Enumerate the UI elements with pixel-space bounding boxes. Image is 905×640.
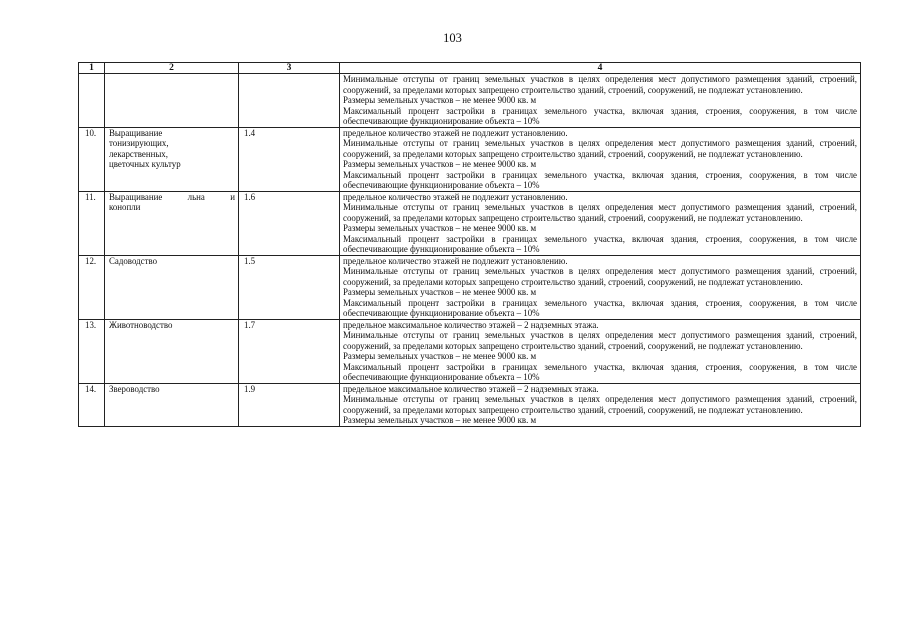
row-number: 13. — [79, 319, 105, 383]
parameter-text: Размеры земельных участков – не менее 9000 кв. м — [343, 287, 537, 297]
parameter-text: Размеры земельных участков – не менее 9000 кв. м — [343, 415, 537, 425]
parameter-text: Размеры земельных участков – не менее 9000 кв. м — [343, 159, 537, 169]
parameter-text: предельное максимальное количество этажей – 2 надземных этажа. — [343, 319, 599, 330]
row-number: 12. — [79, 255, 105, 319]
land-use-code: 1.5 — [239, 255, 340, 319]
zoning-rules-table — [78, 62, 861, 427]
building-parameters — [340, 319, 861, 383]
column-header: 2 — [105, 63, 239, 74]
land-use-name-line: Звероводство — [109, 383, 160, 394]
parameter-text: Размеры земельных участков – не менее 9000 кв. м — [343, 95, 537, 105]
land-use-code: 1.9 — [239, 383, 340, 426]
parameter-text: предельное количество этажей не подлежит установлению. — [343, 255, 568, 266]
parameter-text: Максимальный процент застройки в границах земельного участка, включая здания, строения, сооружения, в том числе обеспечивающие функционирование объекта – 10% — [343, 169, 857, 190]
table-header-row — [79, 63, 861, 74]
table-row — [79, 74, 861, 128]
land-use-name-line: лекарственных, — [109, 148, 168, 159]
land-use-code: 1.6 — [239, 191, 340, 255]
land-use-code — [239, 74, 340, 128]
building-parameters — [340, 74, 861, 128]
parameter-text: Максимальный процент застройки в границах земельного участка, включая здания, строения, сооружения, в том числе обеспечивающие функционирование объекта – 10% — [343, 105, 857, 126]
row-number: 14. — [79, 383, 105, 426]
land-use-name-line: тонизирующих, — [109, 138, 169, 148]
table-row — [79, 255, 861, 319]
land-use-name — [105, 319, 239, 383]
building-parameters — [340, 191, 861, 255]
parameter-text: Минимальные отступы от границ земельных участков в целях определения мест допустимого размещения зданий, строений, сооружений, за пределами которых запрещено строительство зданий, строений, сооружений, не подлежат установлению. — [343, 330, 857, 351]
land-use-name-line: Выращивание льна и — [109, 191, 235, 202]
land-use-name — [105, 255, 239, 319]
land-use-code: 1.7 — [239, 319, 340, 383]
land-use-name-line: Животноводство — [109, 319, 173, 330]
parameter-text: Минимальные отступы от границ земельных участков в целях определения мест допустимого размещения зданий, строений, сооружений, за пределами которых запрещено строительство зданий, строений, сооружений, не подлежат установлению. — [343, 138, 857, 159]
parameter-text: Минимальные отступы от границ земельных участков в целях определения мест допустимого размещения зданий, строений, сооружений, за пределами которых запрещено строительство зданий, строений, сооружений, не подлежат установлению. — [343, 394, 857, 415]
parameter-text: предельное количество этажей не подлежит установлению. — [343, 191, 568, 202]
table-row — [79, 383, 861, 426]
parameter-text: Минимальные отступы от границ земельных участков в целях определения мест допустимого размещения зданий, строений, сооружений, за пределами которых запрещено строительство зданий, строений, сооружений, не подлежат установлению. — [343, 202, 857, 223]
land-use-name-line: Выращивание — [109, 127, 163, 138]
row-number — [79, 74, 105, 128]
parameter-text: Размеры земельных участков – не менее 9000 кв. м — [343, 351, 537, 361]
parameter-text: Размеры земельных участков – не менее 9000 кв. м — [343, 223, 537, 233]
parameter-text: Максимальный процент застройки в границах земельного участка, включая здания, строения, сооружения, в том числе обеспечивающие функционирование объекта – 10% — [343, 297, 857, 318]
page-number: 103 — [443, 31, 462, 45]
land-use-code: 1.4 — [239, 127, 340, 191]
row-number: 11. — [79, 191, 105, 255]
table-row — [79, 319, 861, 383]
land-use-name-line: цветочных культур — [109, 159, 181, 169]
building-parameters — [340, 255, 861, 319]
parameter-text: Минимальные отступы от границ земельных участков в целях определения мест допустимого размещения зданий, строений, сооружений, за пределами которых запрещено строительство зданий, строений, сооружений, не подлежат установлению. — [343, 74, 857, 95]
land-use-name — [105, 74, 239, 128]
building-parameters — [340, 127, 861, 191]
land-use-name-line: Садоводство — [109, 255, 158, 266]
land-use-name — [105, 127, 239, 191]
parameter-text: Максимальный процент застройки в границах земельного участка, включая здания, строения, сооружения, в том числе обеспечивающие функционирование объекта – 10% — [343, 361, 857, 382]
parameter-text: Минимальные отступы от границ земельных участков в целях определения мест допустимого размещения зданий, строений, сооружений, за пределами которых запрещено строительство зданий, строений, сооружений, не подлежат установлению. — [343, 266, 857, 287]
table-body — [79, 74, 861, 427]
column-header: 4 — [340, 63, 861, 74]
land-use-name-line: конопли — [109, 202, 141, 212]
building-parameters — [340, 383, 861, 426]
parameter-text: предельное количество этажей не подлежит установлению. — [343, 127, 568, 138]
land-use-name — [105, 383, 239, 426]
table-row — [79, 191, 861, 255]
row-number: 10. — [79, 127, 105, 191]
table-row — [79, 127, 861, 191]
column-header: 1 — [79, 63, 105, 74]
parameter-text: предельное максимальное количество этажей – 2 надземных этажа. — [343, 383, 599, 394]
column-header: 3 — [239, 63, 340, 74]
land-use-name — [105, 191, 239, 255]
parameter-text: Максимальный процент застройки в границах земельного участка, включая здания, строения, сооружения, в том числе обеспечивающие функционирование объекта – 10% — [343, 233, 857, 254]
